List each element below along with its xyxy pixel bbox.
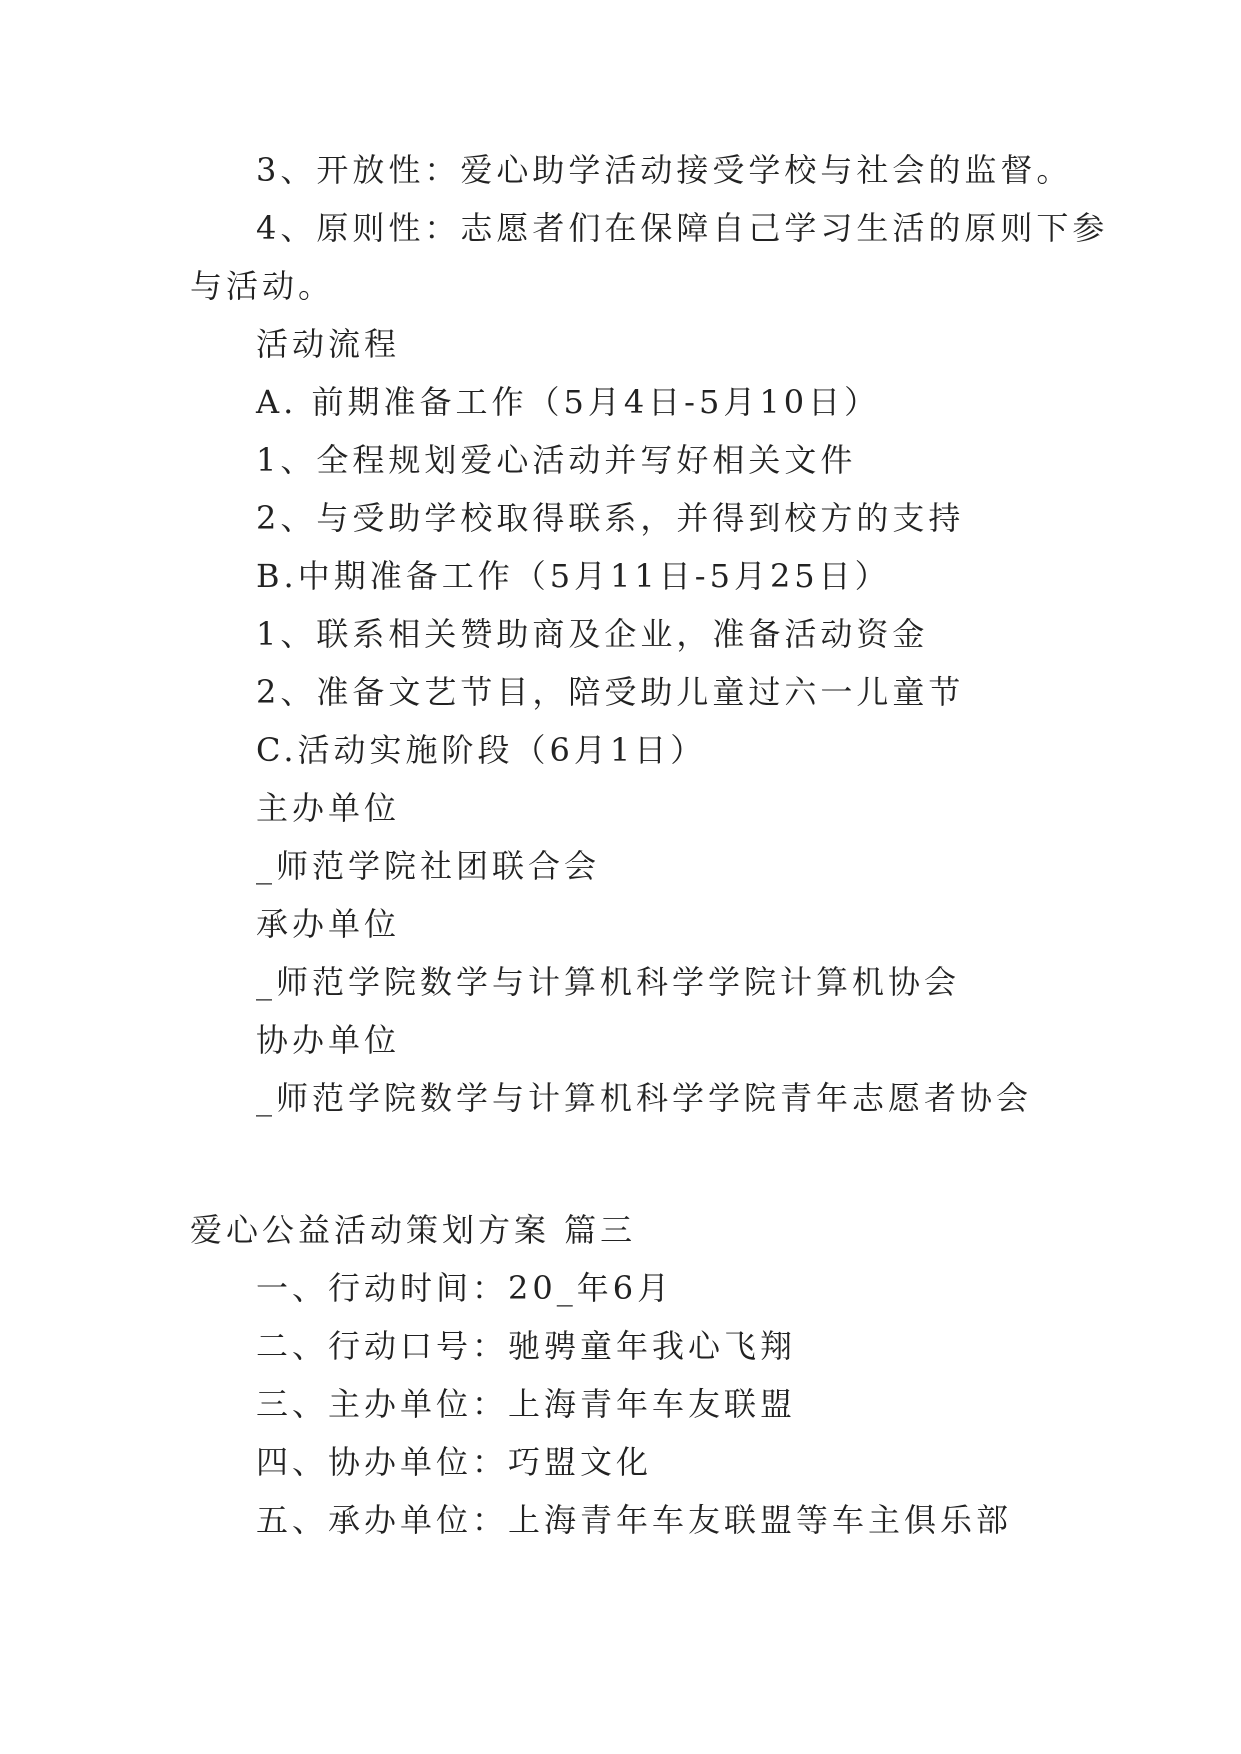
phase-b-item-1: 1、联系相关赞助商及企业，准备活动资金 — [256, 615, 929, 653]
action-time: 一、行动时间：20_年6月 — [256, 1269, 674, 1307]
host-value: _师范学院社团联合会 — [256, 847, 601, 885]
host-unit: 三、主办单位：上海青年车友联盟 — [256, 1385, 797, 1423]
organizing-unit: 五、承办单位：上海青年车友联盟等车主俱乐部 — [256, 1501, 1013, 1539]
paragraph-openness: 3、开放性：爱心助学活动接受学校与社会的监督。 — [256, 151, 1073, 189]
phase-c-heading: C.活动实施阶段（6月1日） — [256, 731, 707, 769]
phase-b-item-2: 2、准备文艺节目，陪受助儿童过六一儿童节 — [256, 673, 965, 711]
paragraph-principle-continued: 与活动。 — [190, 267, 335, 305]
co-organizer-value: _师范学院数学与计算机科学学院青年志愿者协会 — [256, 1079, 1033, 1117]
section-title-plan-three: 爱心公益活动策划方案 篇三 — [190, 1211, 637, 1249]
phase-a-item-1: 1、全程规划爱心活动并写好相关文件 — [256, 441, 857, 479]
co-organizer-label: 协办单位 — [256, 1021, 401, 1059]
co-host-unit: 四、协办单位：巧盟文化 — [256, 1443, 653, 1481]
section-heading-activity-flow: 活动流程 — [256, 325, 401, 363]
phase-a-heading: A. 前期准备工作（5月4日-5月10日） — [256, 383, 881, 421]
organizer-label: 承办单位 — [256, 905, 401, 943]
host-label: 主办单位 — [256, 789, 401, 827]
paragraph-principle: 4、原则性：志愿者们在保障自己学习生活的原则下参 — [256, 209, 1109, 247]
organizer-value: _师范学院数学与计算机科学学院计算机协会 — [256, 963, 961, 1001]
phase-a-item-2: 2、与受助学校取得联系，并得到校方的支持 — [256, 499, 965, 537]
phase-b-heading: B.中期准备工作（5月11日-5月25日） — [256, 557, 891, 595]
action-slogan: 二、行动口号：驰骋童年我心飞翔 — [256, 1327, 797, 1365]
